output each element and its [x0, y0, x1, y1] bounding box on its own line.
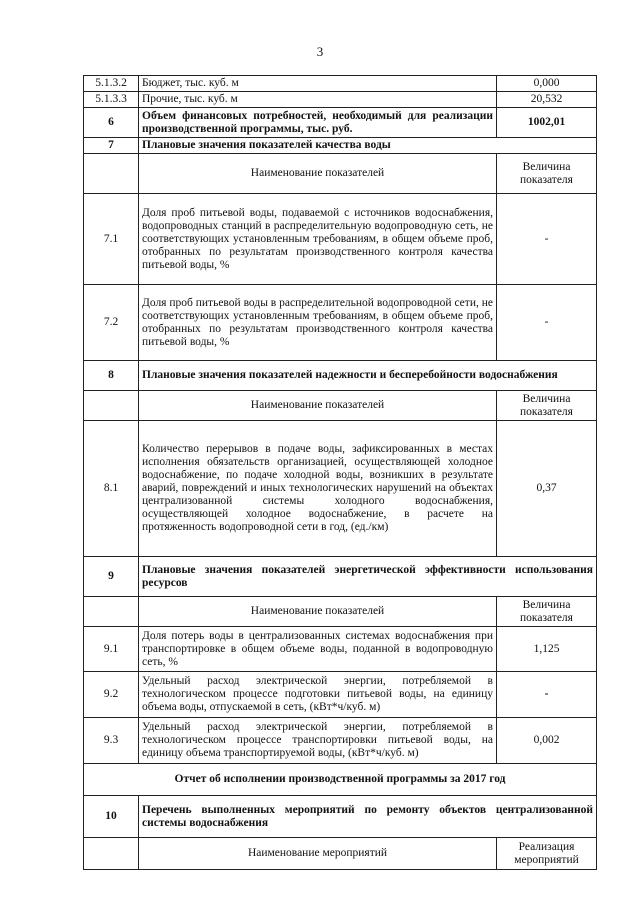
header-row	[84, 391, 597, 421]
row-label: Удельный расход электрической энергии, потребляемой в технологическом процессе подготовки питьевой воды, на единицу объема воды, отпускаемой в сеть, (кВт*ч/куб. м)	[139, 672, 497, 718]
header-row	[84, 597, 597, 627]
row-number: 9.2	[84, 672, 139, 718]
empty-cell	[84, 838, 139, 870]
row-number: 6	[84, 108, 139, 138]
table-row	[84, 108, 597, 138]
section-number: 9	[84, 557, 139, 597]
row-number: 7.1	[84, 194, 139, 285]
row-value: -	[497, 285, 597, 361]
row-number: 9.1	[84, 627, 139, 672]
section-row	[84, 361, 597, 391]
column-header-value: Величина показателя	[497, 154, 597, 194]
section-row	[84, 138, 597, 154]
table-row	[84, 92, 597, 108]
row-label: Удельный расход электрической энергии, потребляемой в технологическом процессе транспортировки питьевой воды, на единицу объема транспортируемой воды, (кВт*ч/куб. м)	[139, 718, 497, 764]
table-row	[84, 672, 597, 718]
table-row	[84, 194, 597, 285]
row-number: 7.2	[84, 285, 139, 361]
section-number: 8	[84, 361, 139, 391]
header-row	[84, 838, 597, 870]
empty-cell	[84, 154, 139, 194]
row-value: 0,37	[497, 421, 597, 557]
table-row	[84, 76, 597, 92]
row-value: 1002,01	[497, 108, 597, 138]
column-header-value: Величина показателя	[497, 391, 597, 421]
column-header-value: Величина показателя	[497, 597, 597, 627]
report-title: Отчет об исполнении производственной программы за 2017 год	[84, 764, 597, 796]
row-value: 0,000	[497, 76, 597, 92]
report-row	[84, 764, 597, 796]
row-number: 8.1	[84, 421, 139, 557]
section-number: 7	[84, 138, 139, 154]
row-value: 0,002	[497, 718, 597, 764]
row-label: Прочие, тыс. куб. м	[139, 92, 497, 108]
column-header-name: Наименование мероприятий	[139, 838, 497, 870]
table-row	[84, 718, 597, 764]
row-label: Количество перерывов в подаче воды, зафиксированных в местах исполнения обязательств организацией, осуществляющей холодное водоснабжение, по подаче холодной воды, возникших в результате аварий, повреждений и иных технологических нарушений на объектах централизованной системы холодного водоснабжения, осуществляющей холодное водоснабжение, в расчете на протяженность водопроводной сети в год, (ед./км)	[139, 421, 497, 557]
row-label: Доля проб питьевой воды, подаваемой с источников водоснабжения, водопроводных станций в распределительную водопроводную сеть, не соответствующих установленным требованиям, в общем объеме проб, отобранных по результатам производственного контроля качества питьевой воды, %	[139, 194, 497, 285]
empty-cell	[84, 391, 139, 421]
row-label: Доля проб питьевой воды в распределительной водопроводной сети, не соответствующих установленным требованиям, в общем объеме проб, отобранных по результатам производственного контроля качества питьевой воды, %	[139, 285, 497, 361]
page-number: 3	[316, 44, 324, 59]
table-row	[84, 627, 597, 672]
section-number: 10	[84, 796, 139, 838]
table-row	[84, 421, 597, 557]
row-value: -	[497, 194, 597, 285]
section-title: Плановые значения показателей надежности и бесперебойности водоснабжения	[139, 361, 597, 391]
row-label: Объем финансовых потребностей, необходимый для реализации производственной программы, тыс. руб.	[139, 108, 497, 138]
row-value: -	[497, 672, 597, 718]
row-value: 20,532	[497, 92, 597, 108]
column-header-name: Наименование показателей	[139, 391, 497, 421]
section-row	[84, 557, 597, 597]
column-header-value: Реализация мероприятий	[497, 838, 597, 870]
row-label: Доля потерь воды в централизованных системах водоснабжения при транспортировке в общем объеме воды, поданной в водопроводную сеть, %	[139, 627, 497, 672]
section-title: Перечень выполненных мероприятий по ремонту объектов централизованной системы водоснабжения	[139, 796, 597, 838]
column-header-name: Наименование показателей	[139, 597, 497, 627]
section-title: Плановые значения показателей качества воды	[139, 138, 597, 154]
row-number: 9.3	[84, 718, 139, 764]
section-title: Плановые значения показателей энергетической эффективности использования ресурсов	[139, 557, 597, 597]
row-value: 1,125	[497, 627, 597, 672]
row-label: Бюджет, тыс. куб. м	[139, 76, 497, 92]
empty-cell	[84, 597, 139, 627]
row-number: 5.1.3.3	[84, 92, 139, 108]
row-number: 5.1.3.2	[84, 76, 139, 92]
header-row	[84, 154, 597, 194]
program-table	[83, 75, 597, 870]
table-row	[84, 285, 597, 361]
column-header-name: Наименование показателей	[139, 154, 497, 194]
section-row	[84, 796, 597, 838]
